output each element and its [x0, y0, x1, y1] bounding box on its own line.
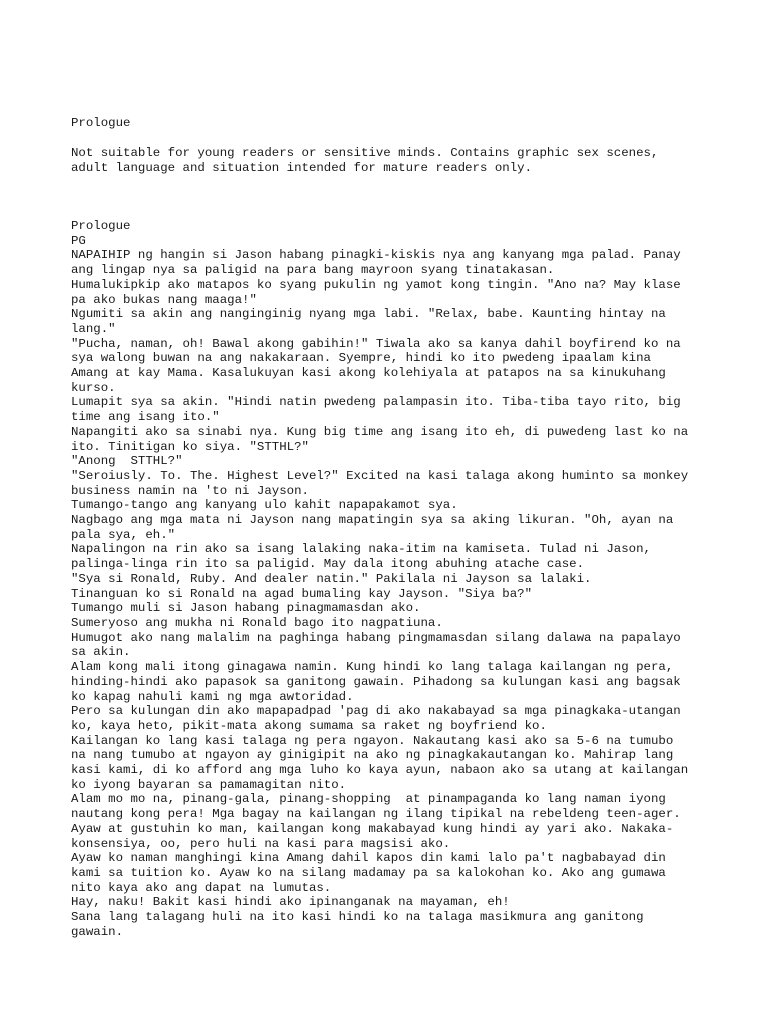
text-line: "Sya si Ronald, Ruby. And dealer natin." Pakilala ni Jayson sa lalaki.: [71, 571, 592, 586]
text-line: "Anong STTHL?": [71, 454, 183, 469]
text-line: Lumapit sya sa akin. "Hindi natin pwedeng palampasin ito. Tiba-tiba tayo rito, big: [71, 395, 681, 410]
text-line: gawain.: [71, 924, 124, 939]
page-title: [71, 116, 711, 131]
text-line: "Pucha, naman, oh! Bawal akong gabihin!" Tiwala ako sa kanya dahil boyfirend ko na: [71, 336, 681, 351]
text-line: business namin na 'to ni Jayson.: [71, 483, 309, 498]
text-line: Tumango-tango ang kanyang ulo kahit napapakamot sya.: [71, 498, 458, 513]
text-line: pa ako bukas nang maaga!": [71, 292, 257, 307]
text-line: Napangiti ako sa sinabi nya. Kung big time ang isang ito eh, di puwedeng last ko na: [71, 424, 689, 439]
text-line: Sumeryoso ang mukha ni Ronald bago ito nagpatiuna.: [71, 615, 443, 630]
text-line: pala sya, eh.": [71, 527, 176, 542]
text-line: Ngumiti sa akin ang nanginginig nyang mga labi. "Relax, babe. Kaunting hintay na: [71, 307, 666, 322]
text-line: Humugot ako nang malalim na paghinga habang pingmamasdan silang dalawa na papalayo: [71, 630, 681, 645]
text-line: Alam kong mali itong ginagawa namin. Kung hindi ko lang talaga kailangan ng pera,: [71, 660, 674, 675]
text-line: Not suitable for young readers or sensitive minds. Contains graphic sex scenes,: [71, 146, 659, 160]
text-line: na nang tumubo at ngayon ay ginigipit na ako ng pinagkakautangan ko. Mahirap lang: [71, 748, 674, 763]
text-line: Tumango muli si Jason habang pinagmamasdan ako.: [71, 601, 421, 616]
text-line: ang lingap nya sa paligid na para bang mayroon syang tinatakasan.: [71, 263, 555, 278]
text-line: Napalingon na rin ako sa isang lalaking naka-itim na kamiseta. Tulad ni Jason,: [71, 542, 651, 557]
text-line: Prologue: [71, 219, 131, 233]
text-line: Humalukipkip ako matapos ko syang pukulin ng yamot kong tingin. "Ano na? May klase: [71, 277, 681, 292]
text-line: Tinanguan ko si Ronald na agad bumaling kay Jayson. "Siya ba?": [71, 586, 533, 601]
text-line: kami sa tuition ko. Ayaw ko na silang madamay pa sa kalokohan ko. Ako ang gumawa: [71, 865, 666, 880]
text-line: Sana lang talagang huli na ito kasi hindi ko na talaga masikmura ang ganitong: [71, 910, 644, 925]
text-line: ko kapag nahuli kami ng mga awtoridad.: [71, 689, 354, 704]
text-line: Hay, naku! Bakit kasi hindi ako ipinanganak na mayaman, eh!: [71, 895, 510, 910]
text-line: NAPAIHIP ng hangin si Jason habang pinagki-kiskis nya ang kanyang mga palad. Panay: [71, 248, 681, 263]
text-line: kasi kami, di ko afford ang mga luho ko kaya ayun, nabaon ako sa utang at kailangan: [71, 763, 689, 778]
text-line: sa akin.: [71, 645, 131, 660]
text-line: adult language and situation intended for mature readers only.: [71, 160, 533, 175]
prologue-body: [71, 219, 711, 939]
content-warning: [71, 146, 711, 175]
text-line: "Seroiusly. To. The. Highest Level?" Excited na kasi talaga akong huminto sa monkey: [71, 468, 689, 483]
text-line: Kailangan ko lang kasi talaga ng pera ngayon. Nakautang kasi ako sa 5-6 na tumubo: [71, 733, 674, 748]
text-line: Alam mo mo na, pinang-gala, pinang-shopping at pinampaganda ko lang naman iyong: [71, 792, 666, 807]
text-line: lang.": [71, 321, 116, 336]
text-line: Amang at kay Mama. Kasalukuyan kasi akong kolehiyala at patapos na sa kinukuhang: [71, 366, 666, 381]
text-line: hinding-hindi ako papasok sa ganitong gawain. Pihadong sa kulungan kasi ang bagsak: [71, 674, 681, 689]
text-line: nito kaya ako ang dapat na lumutas.: [71, 880, 332, 895]
text-line: ito. Tinitigan ko siya. "STTHL?": [71, 439, 309, 454]
text-line: ko, kaya heto, pikit-mata akong sumama sa raket ng boyfriend ko.: [71, 718, 547, 733]
text-line: palinga-linga rin ito sa paligid. May dala itong abuhing atache case.: [71, 557, 585, 572]
text-line: time ang isang ito.": [71, 410, 220, 425]
text-line: nautang kong pera! Mga bagay na kailangan ng ilang tipikal na rebeldeng teen-ager.: [71, 807, 681, 822]
text-line: Ayaw ko naman manghingi kina Amang dahil kapos din kami lalo pa't nagbabayad din: [71, 851, 666, 866]
text-line: Nagbago ang mga mata ni Jayson nang mapatingin sya sa aking likuran. "Oh, ayan na: [71, 513, 674, 528]
text-line: Ayaw at gustuhin ko man, kailangan kong makabayad kung hindi ay yari ako. Nakaka-: [71, 821, 674, 836]
text-line: sya walong buwan na ang nakakaraan. Syempre, hindi ko ito pwedeng ipaalam kina: [71, 351, 651, 366]
text-line: PG: [71, 233, 86, 248]
text-line: konsensiya, oo, pero huli na kasi para magsisi ako.: [71, 836, 451, 851]
text-line: Pero sa kulungan din ako mapapadpad 'pag di ako nakabayad sa mga pinagkaka-utangan: [71, 704, 681, 719]
text-line: ko iyong bayaran sa pamamagitan nito.: [71, 777, 347, 792]
prologue-heading: Prologue: [71, 116, 131, 130]
text-line: kurso.: [71, 380, 116, 395]
